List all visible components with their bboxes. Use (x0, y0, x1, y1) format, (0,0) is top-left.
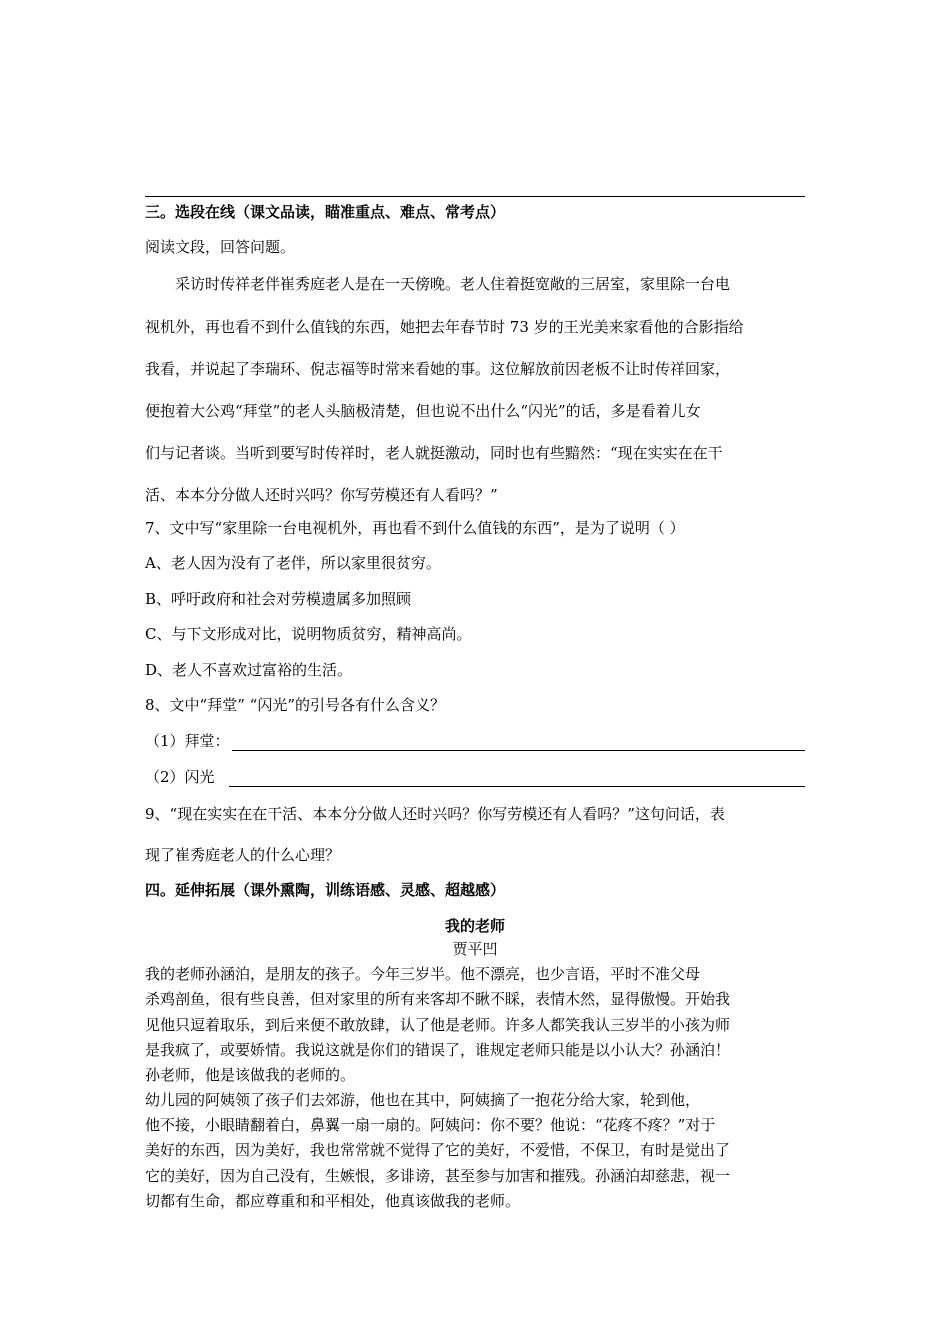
question-7-stem: 7、文中写“家里除一台电视机外，再也看不到什么值钱的东西”，是为了说明（ ） (145, 519, 685, 537)
answer-line-2[interactable] (229, 770, 805, 787)
question-7-option-d: D、老人不喜欢过富裕的生活。 (145, 661, 353, 679)
passage-line-6: 活、本本分分做人还时兴吗？你写劳模还有人看吗？” (145, 486, 498, 504)
question-7-option-a: A、老人因为没有了老伴，所以家里很贫穷。 (145, 554, 441, 572)
essay-line-3: 见他只逗着取乐，到后来便不敢放肆，认了他是老师。许多人都笑我认三岁半的小孩为师 (145, 1016, 731, 1034)
essay-title: 我的老师 (444, 917, 505, 935)
essay-line-4: 是我疯了，或要娇情。我说这就是你们的错误了，谁规定老师只能是以小认大？孙涵泊！ (145, 1041, 731, 1059)
essay-line-2: 杀鸡剖鱼，很有些良善，但对家里的所有来客却不瞅不睬，表情木然，显得傲慢。开始我 (145, 990, 731, 1008)
question-8-blank-2-label: （2）闪光 (145, 768, 215, 786)
question-7-option-c: C、与下文形成对比，说明物质贫穷，精神高尚。 (145, 625, 472, 643)
passage-line-3: 我看，并说起了李瑞环、倪志福等时常来看她的事。这位解放前因老板不让时传祥回家， (145, 360, 731, 378)
essay-line-9: 它的美好，因为自己没有，生嫉恨，多诽谤，甚至参与加害和摧残。孙涵泊却慈悲，视一 (145, 1167, 731, 1185)
essay-line-1: 我的老师孙涵泊，是朋友的孩子。今年三岁半。他不漂亮，也少言语，平时不准父母 (145, 965, 701, 983)
question-9-line-1: 9、“现在实实在在干活、本本分分做人还时兴吗？你写劳模还有人看吗？”这句问话，表 (145, 805, 725, 823)
passage-line-1: 采访时传祥老伴崔秀庭老人是在一天傍晚。老人住着挺宽敞的三居室，家里除一台电 (175, 275, 731, 293)
section3-heading: 三。选段在线（课文品读，瞄准重点、难点、常考点） (145, 203, 506, 221)
essay-line-8: 美好的东西，因为美好，我也常常就不觉得了它的美好，不爱惜，不保卫，有时是觉出了 (145, 1141, 731, 1159)
essay-line-5: 孙老师，他是该做我的老师的。 (145, 1066, 356, 1084)
passage-line-2: 视机外，再也看不到什么值钱的东西，她把去年春节时 73 岁的王光美来家看他的合影指给 (145, 318, 744, 336)
passage-line-4: 便抱着大公鸡“拜堂”的老人头脑极清楚，但也说不出什么“闪光”的话，多是看着儿女 (145, 402, 701, 420)
question-7-option-b: B、呼吁政府和社会对劳模遗属多加照顾 (145, 590, 412, 608)
essay-line-10: 切都有生命，都应尊重和和平相处，他真该做我的老师。 (145, 1192, 521, 1210)
essay-line-6: 幼儿园的阿姨领了孩子们去郊游，他也在其中，阿姨摘了一抱花分给大家，轮到他， (145, 1091, 701, 1109)
question-8-blank-1-label: （1）拜堂： (145, 732, 230, 750)
answer-line-1[interactable] (232, 734, 805, 751)
top-divider (145, 196, 805, 197)
question-8-blank-1 (145, 731, 805, 751)
question-8-blank-2 (145, 767, 805, 787)
essay-author: 贾平凹 (452, 940, 498, 958)
essay-line-7: 他不接，小眼睛翻着白，鼻翼一扇一扇的。阿姨问：你不要？他说：“花疼不疼？”对于 (145, 1116, 716, 1134)
passage-line-5: 们与记者谈。当听到要写时传祥时，老人就挺激动，同时也有些黯然：“现在实实在在干 (145, 444, 723, 462)
section3-instruction: 阅读文段，回答问题。 (145, 238, 296, 256)
question-9-line-2: 现了崔秀庭老人的什么心理？ (145, 846, 341, 864)
question-8-stem: 8、文中“拜堂” “闪光”的引号各有什么含义？ (145, 696, 445, 714)
section4-heading: 四。延伸拓展（课外熏陶，训练语感、灵感、超越感） (145, 881, 506, 899)
